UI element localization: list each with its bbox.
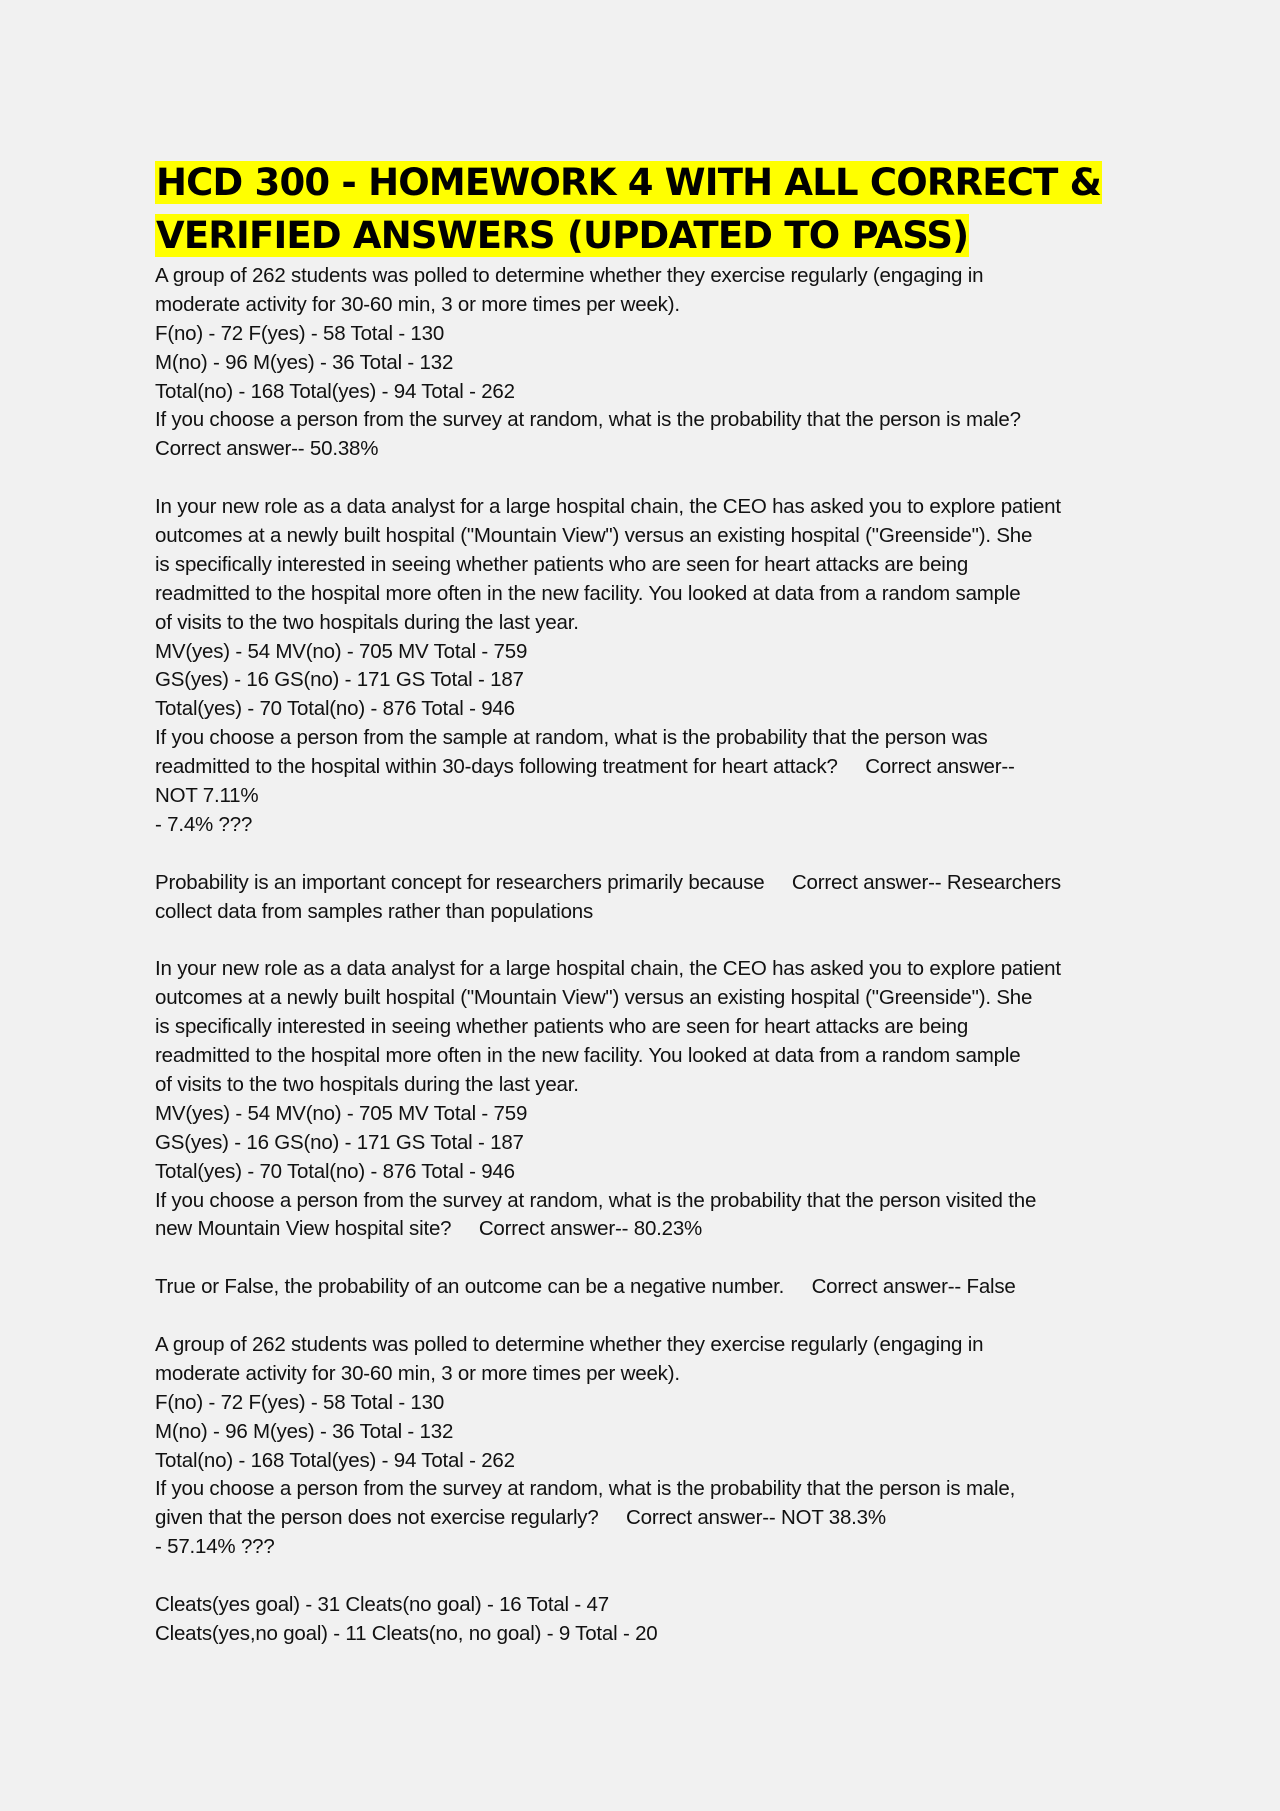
- text-line: Total(yes) - 70 Total(no) - 876 Total - 946: [155, 1159, 515, 1183]
- question-block: [155, 262, 1135, 464]
- text-line: If you choose a person from the survey at random, what is the probability that the person is male,: [155, 1477, 1016, 1501]
- question-block: [155, 1591, 1135, 1649]
- paragraph-gap: [155, 1562, 1135, 1591]
- question-block: [155, 955, 1135, 1244]
- text-line: - 57.14% ???: [155, 1535, 275, 1559]
- paragraph-gap: [155, 464, 1135, 493]
- text-line: GS(yes) - 16 GS(no) - 171 GS Total - 187: [155, 1130, 524, 1154]
- text-line: M(no) - 96 M(yes) - 36 Total - 132: [155, 1419, 454, 1443]
- text-line: F(no) - 72 F(yes) - 58 Total - 130: [155, 1390, 445, 1414]
- text-line: MV(yes) - 54 MV(no) - 705 MV Total - 759: [155, 1101, 528, 1125]
- text-line: NOT 7.11%: [155, 784, 259, 808]
- text-line: MV(yes) - 54 MV(no) - 705 MV Total - 759: [155, 639, 528, 663]
- title-line-1: HCD 300 - HOMEWORK 4 WITH ALL CORRECT &: [156, 161, 1102, 204]
- text-line: Cleats(yes,no goal) - 11 Cleats(no, no goal) - 9 Total - 20: [155, 1621, 658, 1645]
- text-line: outcomes at a newly built hospital ("Mountain View") versus an existing hospital ("Greenside"). She: [155, 986, 1033, 1010]
- text-line: readmitted to the hospital within 30-days following treatment for heart attack? Correct answer--: [155, 755, 1015, 779]
- text-line: A group of 262 students was polled to determine whether they exercise regularly (engaging in: [155, 1332, 984, 1356]
- title-line-2: VERIFIED ANSWERS (UPDATED TO PASS): [156, 214, 969, 257]
- text-line: of visits to the two hospitals during the last year.: [155, 610, 579, 634]
- text-line: Probability is an important concept for researchers primarily because Correct answer-- Researchers: [155, 870, 1061, 894]
- question-list: [155, 262, 1135, 1649]
- text-line: collect data from samples rather than populations: [155, 899, 594, 923]
- text-line: M(no) - 96 M(yes) - 36 Total - 132: [155, 350, 454, 374]
- text-line: GS(yes) - 16 GS(no) - 171 GS Total - 187: [155, 668, 524, 692]
- text-line: Total(yes) - 70 Total(no) - 876 Total - 946: [155, 697, 515, 721]
- text-line: A group of 262 students was polled to determine whether they exercise regularly (engaging in: [155, 264, 984, 287]
- text-line: readmitted to the hospital more often in the new facility. You looked at data from a random sample: [155, 1044, 1021, 1068]
- question-block: [155, 1273, 1135, 1302]
- text-line: True or False, the probability of an outcome can be a negative number. Correct answer-- False: [155, 1275, 1016, 1299]
- text-line: If you choose a person from the sample at random, what is the probability that the person was: [155, 726, 988, 750]
- question-block: [155, 493, 1135, 840]
- text-line: In your new role as a data analyst for a large hospital chain, the CEO has asked you to explore patient: [155, 957, 1061, 981]
- document-body: [155, 156, 1135, 1649]
- paragraph-gap: [155, 1302, 1135, 1331]
- text-line: given that the person does not exercise regularly? Correct answer-- NOT 38.3%: [155, 1506, 886, 1530]
- text-line: Total(no) - 168 Total(yes) - 94 Total - 262: [155, 379, 515, 403]
- text-line: F(no) - 72 F(yes) - 58 Total - 130: [155, 321, 445, 345]
- text-line: outcomes at a newly built hospital ("Mountain View") versus an existing hospital ("Greenside"). She: [155, 524, 1033, 548]
- question-block: [155, 869, 1135, 927]
- text-line: new Mountain View hospital site? Correct answer-- 80.23%: [155, 1217, 703, 1241]
- text-line: moderate activity for 30-60 min, 3 or more times per week).: [155, 1361, 680, 1385]
- text-line: If you choose a person from the survey at random, what is the probability that the person is male?: [155, 408, 1021, 432]
- document-title: [155, 156, 1135, 262]
- text-line: is specifically interested in seeing whether patients who are seen for heart attacks are being: [155, 1015, 969, 1039]
- paragraph-gap: [155, 926, 1135, 955]
- question-block: [155, 1331, 1135, 1562]
- text-line: readmitted to the hospital more often in the new facility. You looked at data from a random sample: [155, 581, 1021, 605]
- text-line: Correct answer-- 50.38%: [155, 437, 379, 461]
- text-line: moderate activity for 30-60 min, 3 or more times per week).: [155, 292, 680, 316]
- text-line: - 7.4% ???: [155, 812, 253, 836]
- text-line: Cleats(yes goal) - 31 Cleats(no goal) - 16 Total - 47: [155, 1592, 609, 1616]
- text-line: If you choose a person from the survey at random, what is the probability that the person visited the: [155, 1188, 1037, 1212]
- paragraph-gap: [155, 840, 1135, 869]
- text-line: of visits to the two hospitals during the last year.: [155, 1072, 579, 1096]
- text-line: Total(no) - 168 Total(yes) - 94 Total - 262: [155, 1448, 515, 1472]
- text-line: is specifically interested in seeing whether patients who are seen for heart attacks are being: [155, 552, 969, 576]
- text-line: In your new role as a data analyst for a large hospital chain, the CEO has asked you to explore patient: [155, 495, 1061, 519]
- paragraph-gap: [155, 1244, 1135, 1273]
